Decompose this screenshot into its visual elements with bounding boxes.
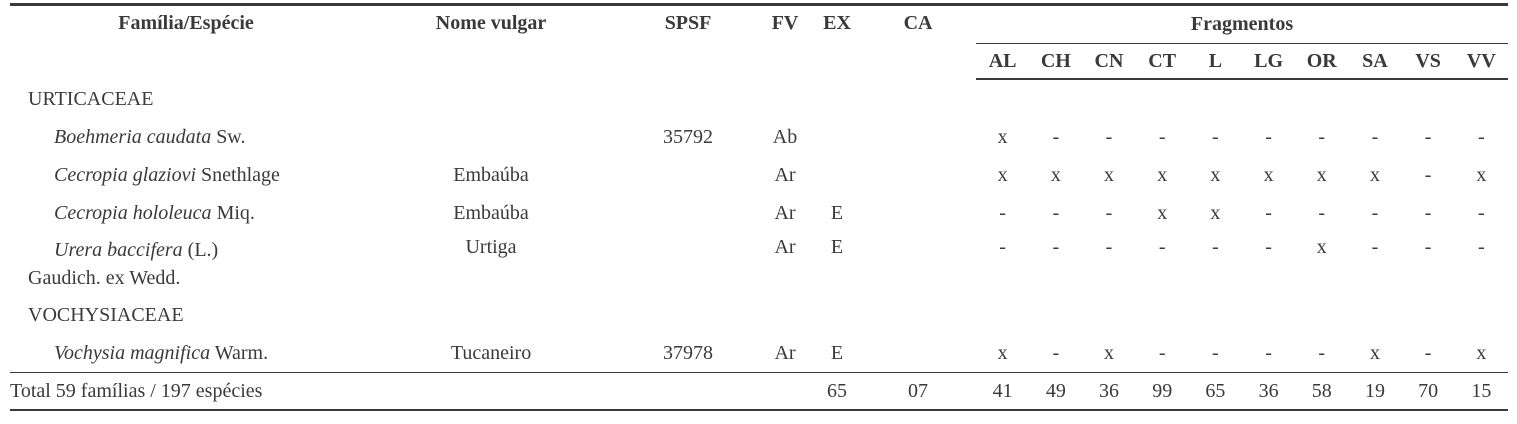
species-author: Sw. (211, 125, 246, 148)
species-row (10, 156, 1508, 194)
total-frag-sa: 19 (1348, 373, 1401, 411)
fragment-cell-cn: - (1105, 125, 1113, 148)
col-header-nome-vulgar: Nome vulgar (362, 5, 620, 80)
total-ca: 07 (860, 373, 976, 411)
fragment-cell-ct: x (1157, 163, 1168, 186)
table-header (10, 5, 1508, 80)
total-frag-lg: 36 (1242, 373, 1295, 411)
ca-cell (860, 334, 976, 373)
species-genus: Vochysia magnifica (54, 341, 211, 364)
fragment-cell-l: - (1212, 236, 1219, 258)
total-ex: 65 (814, 373, 860, 411)
species-author: Miq. (211, 201, 255, 224)
col-header-frag-lg: LG (1242, 44, 1295, 80)
species-author: Warm. (210, 341, 269, 364)
fragment-cell-vs: - (1424, 163, 1432, 186)
col-header-frag-vv: VV (1455, 44, 1508, 80)
species-row (10, 232, 1508, 296)
ex-cell (814, 118, 860, 156)
col-header-spsf: SPSF (620, 5, 756, 80)
spsf-cell (620, 194, 756, 232)
family-row (10, 296, 1508, 334)
fragment-cell-al: x (997, 341, 1008, 364)
col-header-frag-or: OR (1295, 44, 1348, 80)
ex-cell: E (830, 341, 844, 364)
fragment-cell-ct: - (1158, 236, 1166, 258)
fragment-cell-lg: - (1265, 236, 1272, 258)
fragment-cell-sa: - (1371, 201, 1379, 224)
species-row (10, 334, 1508, 373)
fragment-cell-vv: x (1476, 341, 1487, 364)
fv-cell: Ar (774, 236, 796, 258)
col-header-frag-vs: VS (1402, 44, 1455, 80)
species-genus: Cecropia glaziovi (54, 163, 197, 186)
col-header-frag-al: AL (976, 44, 1029, 80)
col-header-frag-sa: SA (1348, 44, 1401, 80)
fragment-cell-lg: - (1265, 201, 1272, 224)
family-name: URTICACEAE (28, 87, 154, 110)
spsf-cell: 35792 (663, 125, 714, 148)
species-author: Snethlage (196, 163, 280, 186)
fv-cell: Ar (774, 163, 796, 186)
fragment-cell-al: x (997, 125, 1008, 148)
species-name (10, 334, 362, 373)
ca-cell (860, 156, 976, 194)
fragment-cell-vv: - (1478, 125, 1485, 148)
col-header-fragmentos: Fragmentos (976, 5, 1508, 44)
fragment-cell-ct: - (1158, 125, 1166, 148)
col-header-ca: CA (860, 5, 976, 80)
nome-vulgar-cell (362, 118, 620, 156)
nome-vulgar-cell: Urtiga (465, 236, 517, 258)
fragment-cell-lg: - (1265, 125, 1272, 148)
fragment-cell-al: - (999, 201, 1006, 224)
fragment-cell-l: x (1210, 163, 1221, 186)
family-row (10, 79, 1508, 118)
total-frag-vv: 15 (1455, 373, 1508, 411)
total-nome-empty (362, 373, 620, 411)
fragment-cell-al: - (999, 236, 1006, 258)
nome-vulgar-cell: Embaúba (453, 201, 529, 224)
fragment-cell-sa: - (1371, 236, 1379, 258)
species-author-cont: Gaudich. ex Wedd. (28, 267, 181, 289)
fragment-cell-l: - (1212, 341, 1219, 364)
fragment-cell-al: x (997, 163, 1008, 186)
ca-cell (860, 118, 976, 156)
fragment-cell-vv: - (1478, 201, 1485, 224)
fv-cell: Ab (772, 125, 798, 148)
species-table (10, 3, 1508, 411)
spsf-cell (620, 232, 756, 296)
col-header-frag-l: L (1189, 44, 1242, 80)
species-row (10, 194, 1508, 232)
total-frag-cn: 36 (1082, 373, 1135, 411)
fv-cell: Ar (774, 201, 796, 224)
spsf-cell: 37978 (663, 341, 714, 364)
total-frag-l: 65 (1189, 373, 1242, 411)
fragment-cell-vs: - (1424, 341, 1432, 364)
family-name: VOCHYSIACEAE (28, 303, 184, 326)
fragment-cell-or: - (1318, 201, 1326, 224)
fragment-cell-or: - (1318, 341, 1326, 364)
fragment-cell-or: x (1316, 163, 1327, 186)
fragment-cell-sa: x (1369, 163, 1380, 186)
fragment-cell-ct: - (1158, 341, 1166, 364)
fragment-cell-ch: - (1052, 341, 1060, 364)
col-header-frag-ch: CH (1029, 44, 1082, 80)
nome-vulgar-cell: Tucaneiro (450, 341, 532, 364)
fragment-cell-ch: x (1050, 163, 1061, 186)
total-frag-ct: 99 (1136, 373, 1189, 411)
fragment-cell-vs: - (1424, 236, 1432, 258)
fragment-cell-vv: x (1476, 163, 1487, 186)
fragment-cell-cn: x (1104, 341, 1114, 364)
species-genus: Urera baccifera (54, 239, 183, 261)
ex-cell (814, 156, 860, 194)
species-genus: Boehmeria caudata (54, 125, 212, 148)
fragment-cell-ct: x (1157, 201, 1168, 224)
ex-cell: E (830, 236, 844, 258)
species-author: (L.) (182, 239, 219, 261)
fragment-cell-l: - (1212, 125, 1219, 148)
fragment-cell-sa: - (1371, 125, 1379, 148)
fragment-cell-l: x (1210, 201, 1221, 224)
fragment-cell-vv: - (1478, 236, 1485, 258)
col-header-fv: FV (756, 5, 814, 80)
ca-cell (860, 194, 976, 232)
table-body (10, 79, 1508, 410)
total-fv-empty (756, 373, 814, 411)
total-frag-vs: 70 (1402, 373, 1455, 411)
total-frag-ch: 49 (1029, 373, 1082, 411)
col-header-frag-ct: CT (1136, 44, 1189, 80)
fragment-cell-ch: - (1052, 201, 1060, 224)
total-row (10, 373, 1508, 411)
fragment-cell-lg: x (1263, 163, 1274, 186)
total-frag-or: 58 (1295, 373, 1348, 411)
nome-vulgar-cell: Embaúba (453, 163, 529, 186)
fragment-cell-or: - (1318, 125, 1326, 148)
total-spsf-empty (620, 373, 756, 411)
total-label: Total 59 famílias / 197 espécies (10, 373, 362, 411)
fragment-cell-lg: - (1265, 341, 1272, 364)
ca-cell (860, 232, 976, 296)
fragment-cell-ch: - (1052, 236, 1060, 258)
col-header-familia: Família/Espécie (10, 5, 362, 80)
fragment-cell-ch: - (1052, 125, 1060, 148)
fragment-cell-cn: - (1105, 236, 1113, 258)
species-name (10, 232, 362, 296)
col-header-frag-cn: CN (1082, 44, 1135, 80)
col-header-ex: EX (814, 5, 860, 80)
fragment-cell-cn: x (1104, 163, 1114, 186)
fragment-cell-cn: - (1105, 201, 1113, 224)
ex-cell: E (830, 201, 844, 224)
fragment-cell-or: x (1316, 236, 1327, 258)
species-name (10, 156, 362, 194)
species-genus: Cecropia hololeuca (54, 201, 212, 224)
fragment-cell-vs: - (1424, 201, 1432, 224)
fragment-cell-sa: x (1369, 341, 1380, 364)
fv-cell: Ar (774, 341, 796, 364)
total-frag-al: 41 (976, 373, 1029, 411)
species-name (10, 118, 362, 156)
species-name (10, 194, 362, 232)
spsf-cell (620, 156, 756, 194)
fragment-cell-vs: - (1424, 125, 1432, 148)
species-row (10, 118, 1508, 156)
